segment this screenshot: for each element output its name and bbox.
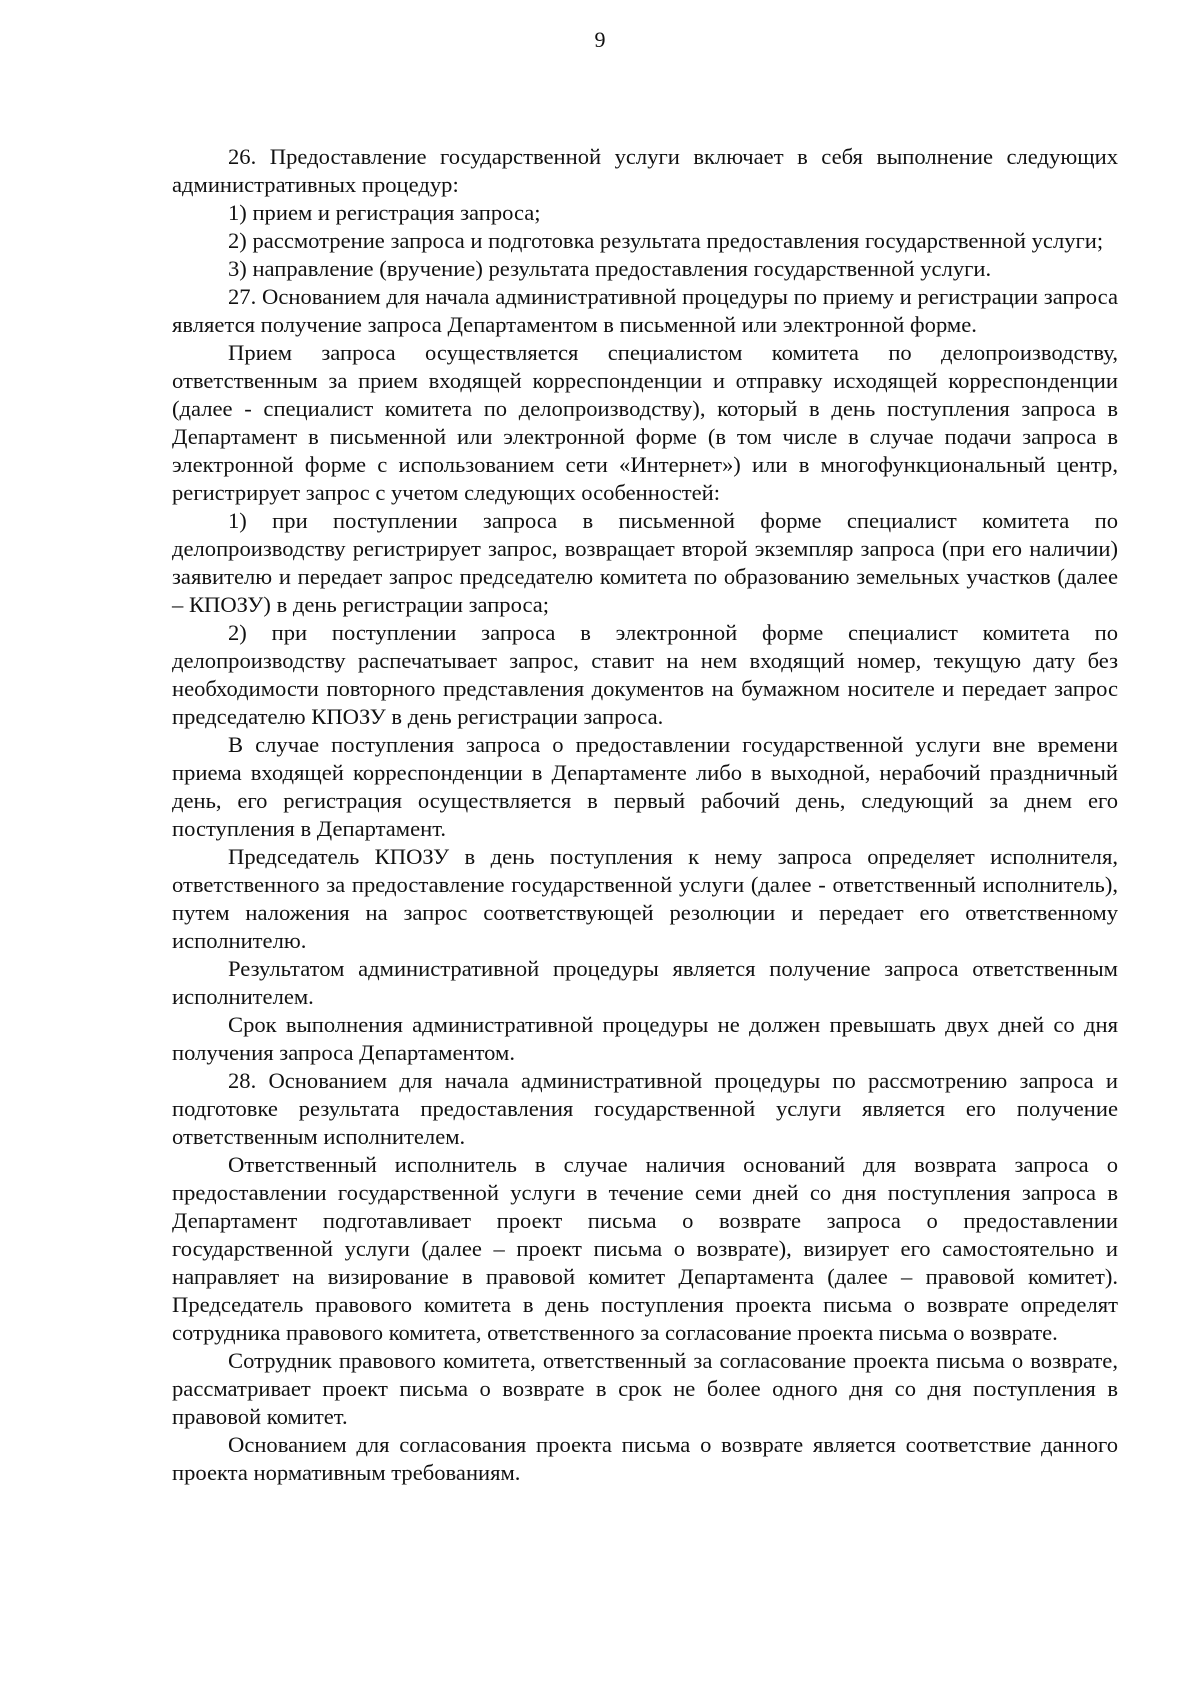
paragraph: Срок выполнения административной процедуры не должен превышать двух дней со дня получения запроса Департаментом.	[172, 1012, 1118, 1065]
list-item-3: 3) направление (вручение) результата предоставления государственной услуги.	[228, 256, 992, 281]
paragraph-27: 27. Основанием для начала административной процедуры по приему и регистрации запроса является получение запроса Департаментом в письменной или электронной форме.	[172, 284, 1118, 337]
page-number: 9	[594, 27, 606, 52]
paragraph: Результатом административной процедуры является получение запроса ответственным исполнителем.	[172, 956, 1118, 1009]
list-item-1: 1) прием и регистрация запроса;	[228, 200, 541, 225]
paragraph-26: 26. Предоставление государственной услуги включает в себя выполнение следующих административных процедур:	[172, 144, 1118, 197]
list-item-electronic: 2) при поступлении запроса в электронной форме специалист комитета по делопроизводству распечатывает запрос, ставит на нем входящий номер, текущую дату без необходимости повторного представления документов на бумажном носителе и передает запрос председателю КПОЗУ в день регистрации запроса.	[172, 620, 1118, 729]
paragraph-28: 28. Основанием для начала административной процедуры по рассмотрению запроса и подготовке результата предоставления государственной услуги является его получение ответственным исполнителем.	[172, 1068, 1118, 1149]
document-body	[172, 143, 1118, 1487]
list-item-written: 1) при поступлении запроса в письменной форме специалист комитета по делопроизводству регистрирует запрос, возвращает второй экземпляр запроса (при его наличии) заявителю и передает запрос председателю комитета по образованию земельных участков (далее – КПОЗУ) в день регистрации запроса;	[172, 508, 1118, 617]
paragraph: Сотрудник правового комитета, ответственный за согласование проекта письма о возврате, рассматривает проект письма о возврате в срок не более одного дня со дня поступления в правовой комитет.	[172, 1348, 1118, 1429]
paragraph: Основанием для согласования проекта письма о возврате является соответствие данного проекта нормативным требованиям.	[172, 1432, 1118, 1485]
paragraph: Председатель КПОЗУ в день поступления к нему запроса определяет исполнителя, ответственного за предоставление государственной услуги (далее - ответственный исполнитель), путем наложения на запрос соответствующей резолюции и передает его ответственному исполнителю.	[172, 844, 1118, 953]
paragraph: Ответственный исполнитель в случае наличия оснований для возврата запроса о предоставлении государственной услуги в течение семи дней со дня поступления запроса в Департамент подготавливает проект письма о возврате запроса о предоставлении государственной услуги (далее – проект письма о возврате), визирует его самостоятельно и направляет на визирование в правовой комитет Департамента (далее – правовой комитет). Председатель правового комитета в день поступления проекта письма о возврате определят сотрудника правового комитета, ответственного за согласование проекта письма о возврате.	[172, 1152, 1118, 1345]
list-item-2: 2) рассмотрение запроса и подготовка результата предоставления государственной услуги;	[228, 228, 1104, 253]
paragraph: В случае поступления запроса о предоставлении государственной услуги вне времени приема входящей корреспонденции в Департаменте либо в выходной, нерабочий праздничный день, его регистрация осуществляется в первый рабочий день, следующий за днем его поступления в Департамент.	[172, 732, 1118, 841]
paragraph: Прием запроса осуществляется специалистом комитета по делопроизводству, ответственным за прием входящей корреспонденции и отправку исходящей корреспонденции (далее - специалист комитета по делопроизводству), который в день поступления запроса в Департамент в письменной или электронной форме (в том числе в случае подачи запроса в электронной форме с использованием сети «Интернет») или в многофункциональный центр, регистрирует запрос с учетом следующих особенностей:	[172, 340, 1118, 505]
